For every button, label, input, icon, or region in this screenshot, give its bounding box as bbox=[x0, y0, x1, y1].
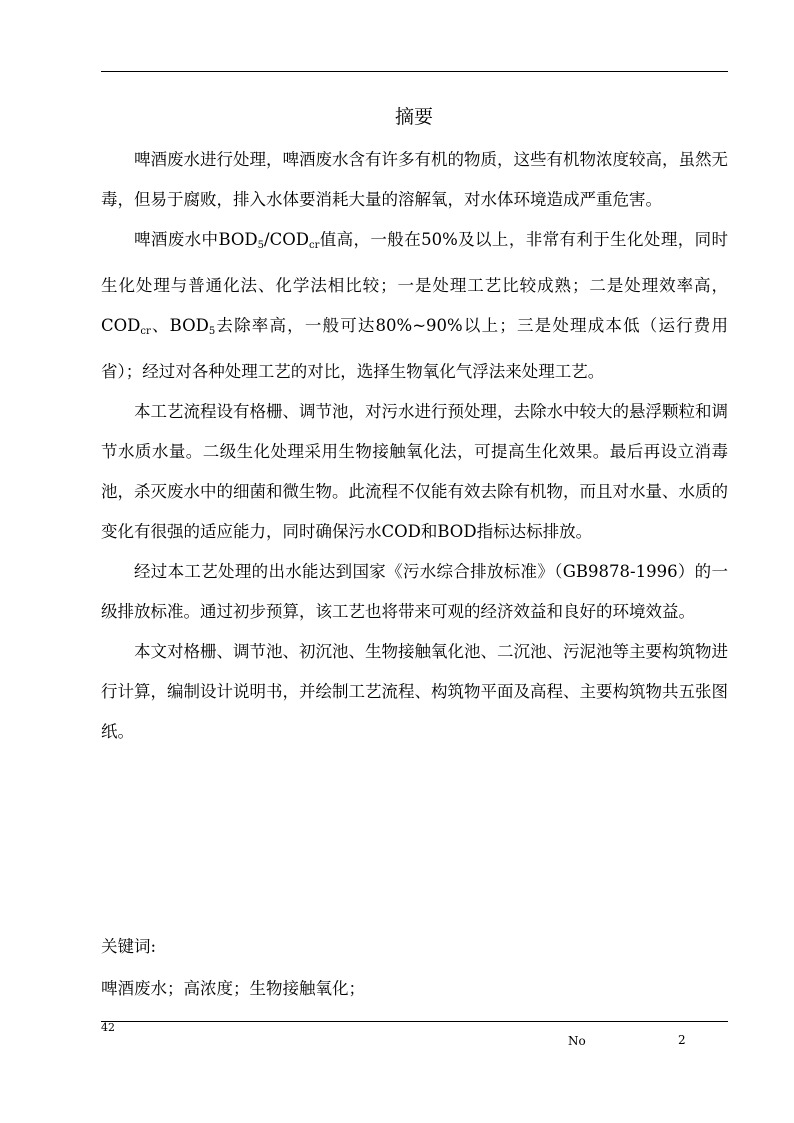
subscript-5-2: 5 bbox=[208, 326, 216, 337]
paragraph-2-part-c: 值高，一般在50%及以上，非常有利于生化处理，同时生化处理与普通化法、化学法相比较；一是处理工艺比较成熟；二是处理效率高，COD bbox=[101, 230, 728, 335]
footer-left-number: 42 bbox=[101, 1021, 115, 1034]
footer-no-label: No bbox=[568, 1034, 586, 1048]
paragraph-2-part-e: 去除率高，一般可达80%~90%以上；三是处理成本低（运行费用省）；经过对各种处理工艺的对比，选择生物氧化气浮法来处理工艺。 bbox=[101, 316, 728, 381]
subscript-5: 5 bbox=[257, 240, 265, 251]
header-rule bbox=[101, 71, 728, 72]
keywords-list: 啤酒废水；高浓度；生物接触氧化； bbox=[101, 979, 365, 998]
paragraph-5: 本文对格栅、调节池、初沉池、生物接触氧化池、二沉池、污泥池等主要构筑物进行计算，编制设计说明书，并绘制工艺流程、构筑物平面及高程、主要构筑物共五张图纸。 bbox=[101, 642, 728, 741]
subscript-cr-2: cr bbox=[140, 326, 151, 337]
paragraph-2-part-d: 、BOD bbox=[150, 316, 209, 335]
paragraph-2 bbox=[101, 220, 728, 392]
paragraph-1: 啤酒废水进行处理，啤酒废水含有许多有机的物质，这些有机物浓度较高，虽然无毒，但易于腐败，排入水体要消耗大量的溶解氧，对水体环境造成严重危害。 bbox=[101, 150, 728, 209]
paragraph-3: 本工艺流程设有格栅、调节池，对污水进行预处理，去除水中较大的悬浮颗粒和调节水质水量。二级生化处理采用生物接触氧化法，可提高生化效果。最后再设立消毒池，杀灭废水中的细菌和微生物。此流程不仅能有效去除有机物，而且对水量、水质的变化有很强的适应能力，同时确保污水COD和BOD指标达标排放。 bbox=[101, 402, 728, 541]
paragraph-2-part-b: /COD bbox=[264, 230, 309, 249]
page-title: 摘要 bbox=[394, 106, 433, 128]
paragraph-4: 经过本工艺处理的出水能达到国家《污水综合排放标准》（GB9878-1996）的一级排放标准。通过初步预算，该工艺也将带来可观的经济效益和良好的环境效益。 bbox=[101, 562, 728, 621]
abstract-body bbox=[101, 140, 728, 752]
keywords-label: 关键词: bbox=[101, 937, 157, 956]
page-number: 2 bbox=[678, 1033, 686, 1047]
paragraph-2-part-a: 啤酒废水中BOD bbox=[134, 230, 258, 249]
subscript-cr: cr bbox=[308, 240, 320, 251]
footer-rule bbox=[101, 1021, 728, 1022]
